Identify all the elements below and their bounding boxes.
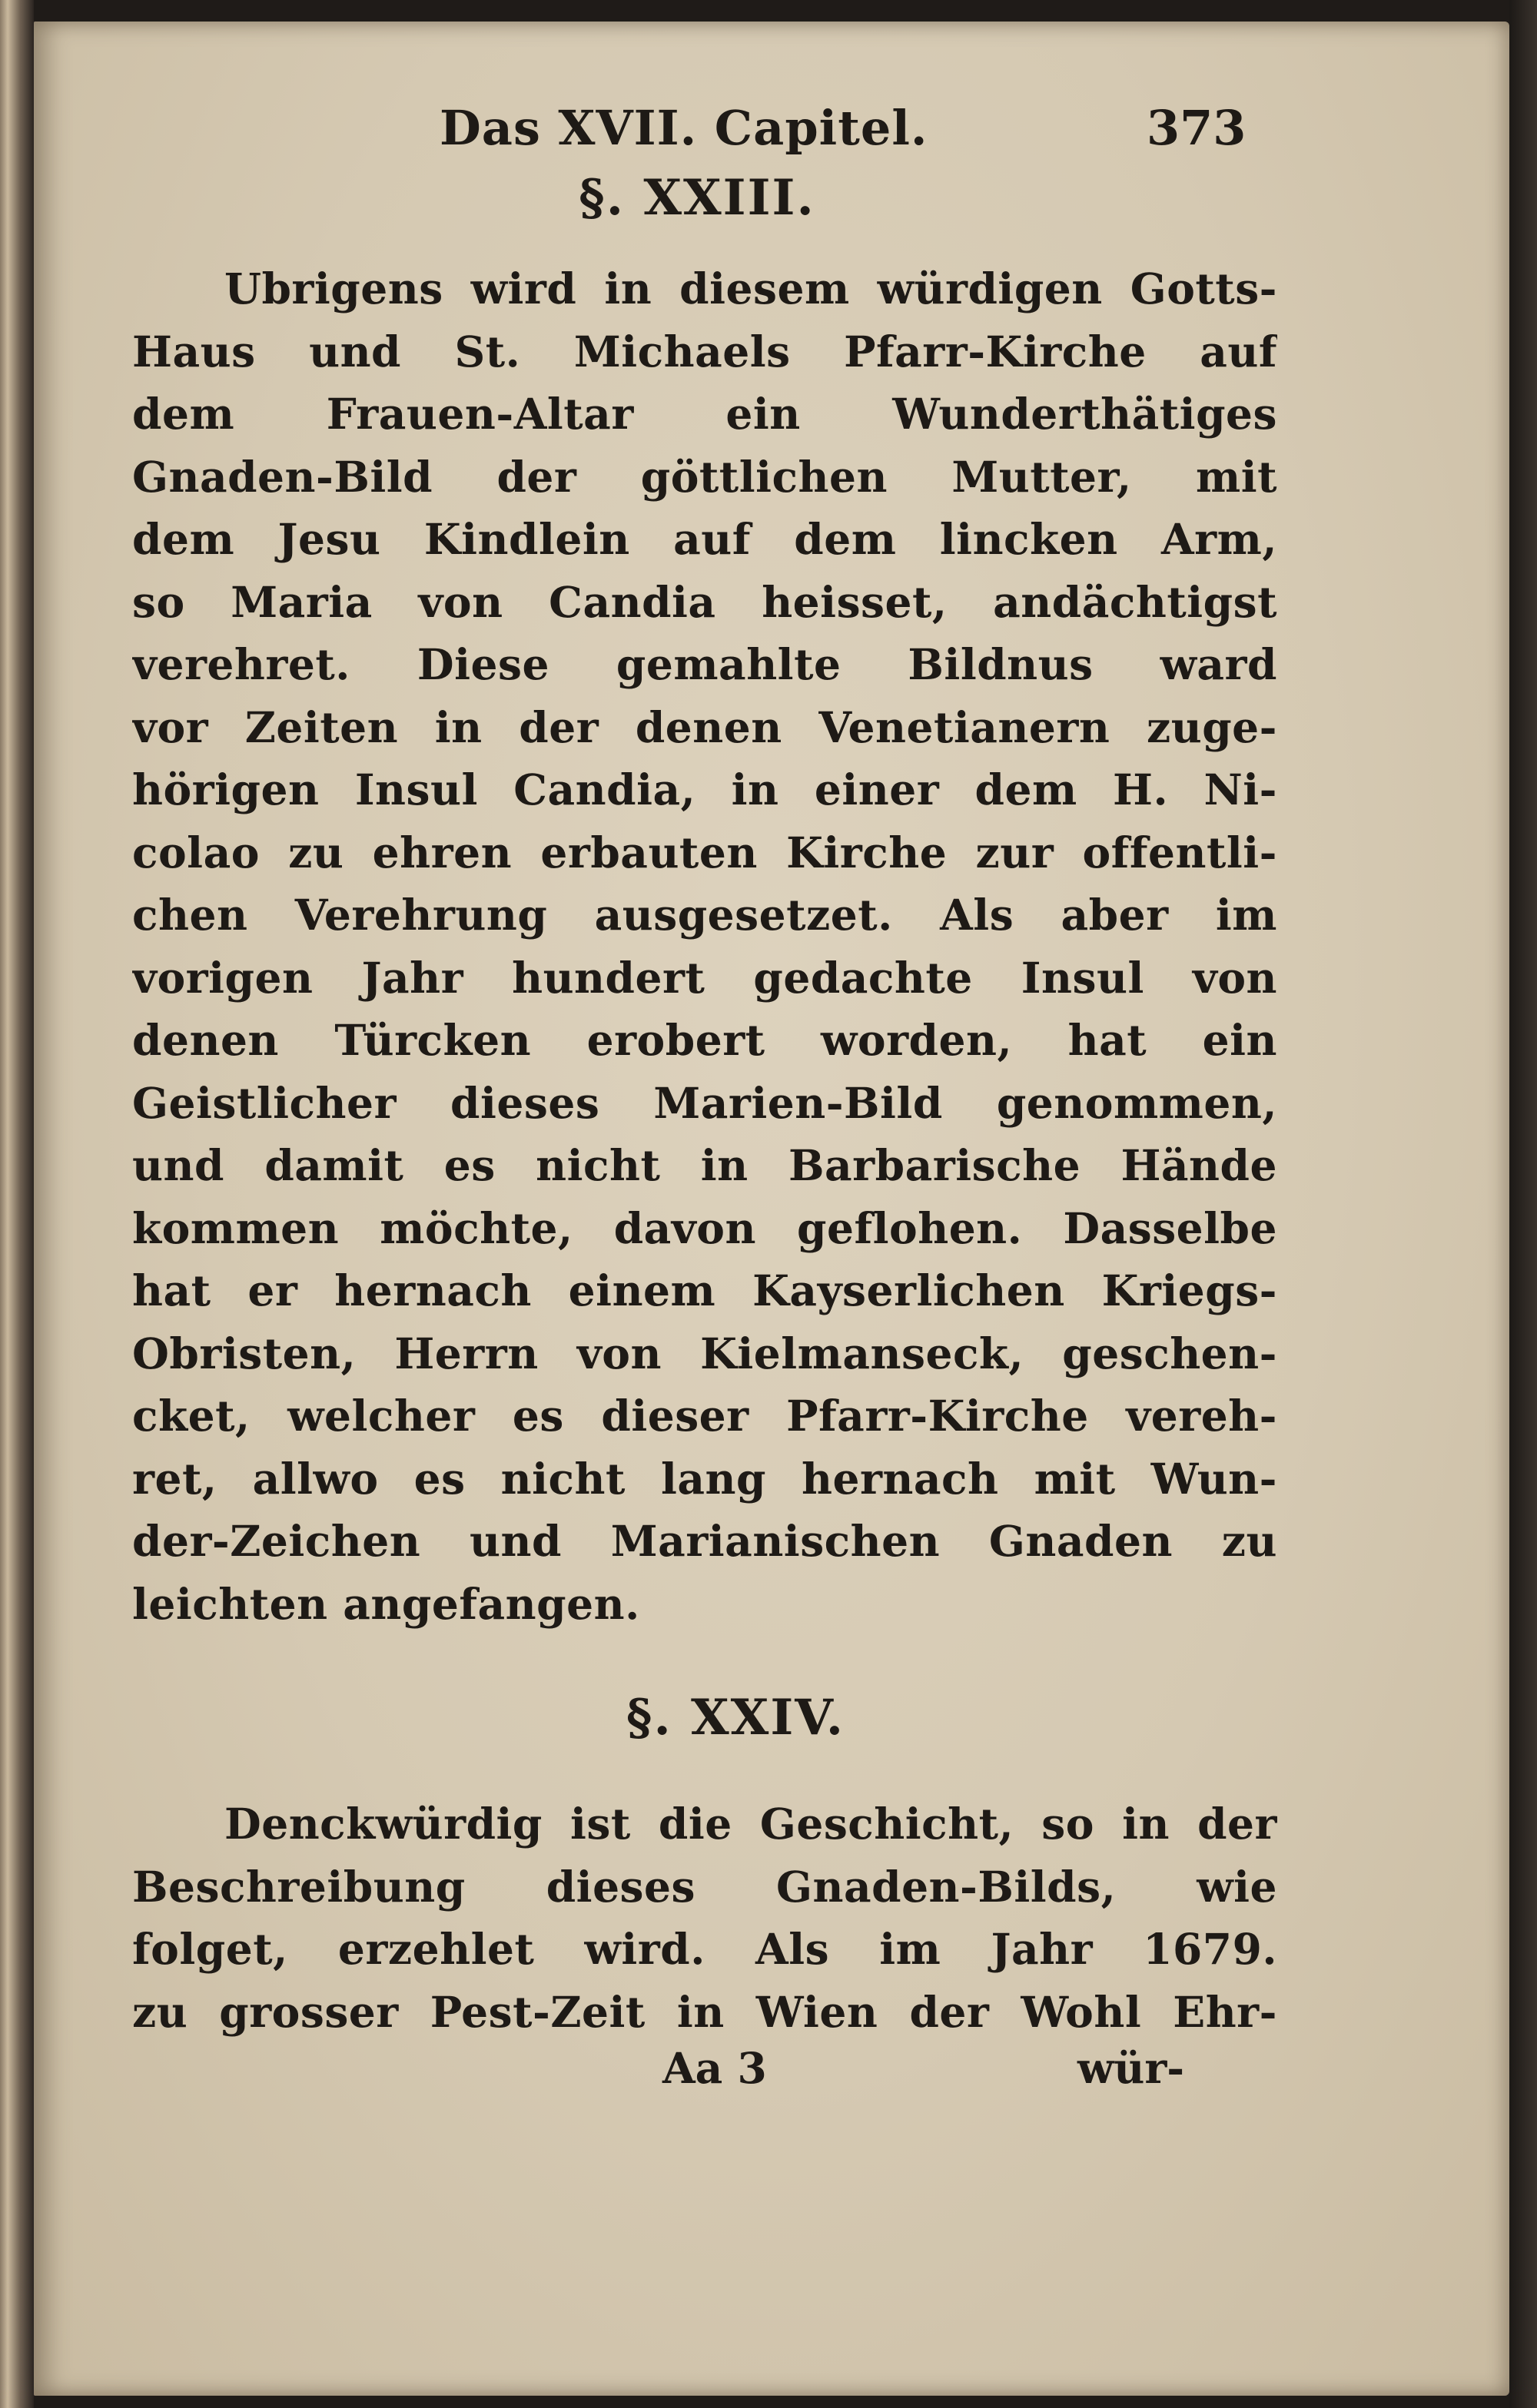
text-line: cket, welcher es dieser Pfarr-Kirche vereh- (132, 1391, 1277, 1441)
text-line: chen Verehrung ausgesetzet. Als aber im (132, 890, 1277, 940)
text-line: Haus und St. Michaels Pfarr-Kirche auf (132, 326, 1277, 376)
paragraph-xxiii (132, 257, 1277, 1635)
page-number: 373 (1147, 100, 1247, 156)
text-line: Gnaden-Bild der göttlichen Mutter, mit (132, 451, 1277, 502)
text-line: hat er hernach einem Kayserlichen Kriegs- (132, 1265, 1277, 1315)
text-line: vorigen Jahr hundert gedachte Insul von (132, 952, 1277, 1003)
book-edge (1509, 0, 1537, 2408)
page-text-block (132, 100, 1277, 2105)
text-line: dem Jesu Kindlein auf dem lincken Arm, (132, 514, 1277, 564)
running-head: Das XVII. Capitel. (440, 100, 928, 156)
text-line: kommen möchte, davon geflohen. Dasselbe (132, 1202, 1277, 1253)
catchword: wür- (1077, 2043, 1185, 2093)
text-line: vor Zeiten in der denen Venetianern zuge- (132, 702, 1277, 752)
text-line: denen Türcken erobert worden, hat ein (132, 1015, 1277, 1065)
page-gutter (0, 0, 34, 2408)
text-line: Ubrigens wird in diesem würdigen Gotts- (224, 264, 1277, 313)
page-header (132, 100, 1277, 169)
text-line: dem Frauen-Altar ein Wunderthätiges (132, 389, 1277, 439)
text-line: Geistlicher dieses Marien-Bild genommen, (132, 1077, 1277, 1128)
text-line: und damit es nicht in Barbarische Hände (132, 1140, 1277, 1190)
text-line: Obristen, Herrn von Kielmanseck, geschen- (132, 1328, 1277, 1378)
text-line: colao zu ehren erbauten Kirche zur offentli- (132, 827, 1277, 877)
text-line: verehret. Diese gemahlte Bildnus ward (132, 639, 1277, 689)
text-line: Denckwürdig ist die Geschicht, so in der (224, 1799, 1277, 1849)
page-footer (132, 2043, 1277, 2105)
signature-mark: Aa 3 (662, 2043, 767, 2093)
text-line: hörigen Insul Candia, in einer dem H. Ni- (132, 765, 1277, 814)
text-line: Beschreibung dieses Gnaden-Bilds, wie (132, 1861, 1277, 1912)
text-line: folget, erzehlet wird. Als im Jahr 1679. (132, 1924, 1277, 1974)
text-line: so Maria von Candia heisset, andächtigst (132, 576, 1277, 627)
text-line: der-Zeichen und Marianischen Gnaden zu (132, 1516, 1277, 1566)
section-heading-xxiii: §. XXIII. (579, 169, 815, 227)
paragraph-xxiv (132, 1793, 1277, 2043)
text-line: leichten angefangen. (132, 1578, 640, 1629)
text-line: zu grosser Pest-Zeit in Wien der Wohl Ehr- (132, 1986, 1277, 2037)
text-line: ret, allwo es nicht lang hernach mit Wun- (132, 1453, 1277, 1504)
section-heading-xxiv: §. XXIV. (626, 1689, 845, 1746)
